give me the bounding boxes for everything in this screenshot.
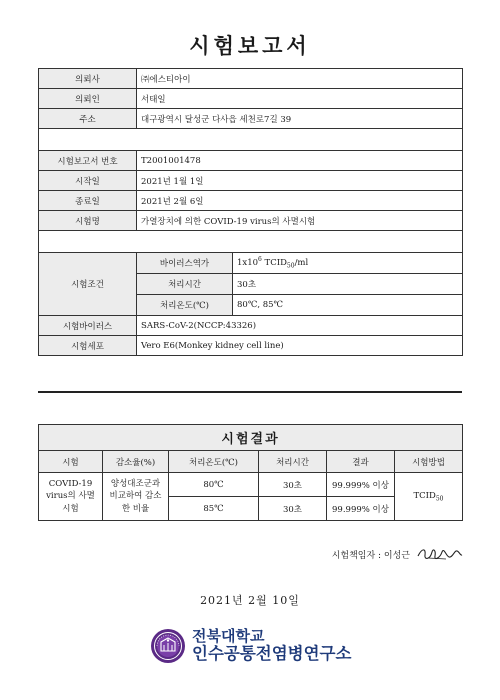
row-requester	[39, 89, 463, 109]
row-test-name	[39, 211, 463, 231]
end-value: 2021년 2월 6일	[137, 191, 463, 211]
titer-label: 바이러스역가	[137, 253, 233, 274]
row-address	[39, 109, 463, 129]
header-time: 처리시간	[259, 451, 327, 473]
cell-value: Vero E6(Monkey kidney cell line)	[137, 336, 463, 356]
temp-label: 처리온도(℃)	[137, 295, 233, 316]
report-no-value: T2001001478	[137, 151, 463, 171]
institution-line1: 전북대학교	[192, 627, 265, 645]
spacer-row	[39, 231, 463, 253]
requester-value: 서태일	[137, 89, 463, 109]
row-end	[39, 191, 463, 211]
start-value: 2021년 1월 1일	[137, 171, 463, 191]
institution-block	[150, 628, 351, 664]
signature-label: 시험책임자 : 이성근	[331, 550, 410, 561]
method-cell: $TCID_{50}$	[395, 473, 463, 521]
report-no-label: 시험보고서 번호	[39, 151, 137, 171]
address-label: 주소	[39, 109, 137, 129]
end-label: 종료일	[39, 191, 137, 211]
temp-value: 80℃, 85℃	[233, 295, 463, 316]
test-name-value: 가열장치에 의한 COVID-19 virus의 사멸시험	[137, 211, 463, 231]
row2-temp: 85℃	[169, 497, 259, 521]
conditions-label: 시험조건	[39, 253, 137, 316]
table-row	[39, 473, 463, 497]
header-test: 시험	[39, 451, 103, 473]
test-cell: COVID-19 virus의 사멸시험	[39, 473, 103, 521]
issue-date: 2021년 2월 10일	[200, 594, 300, 607]
time-value: 30초	[233, 274, 463, 295]
header-method: 시험방법	[395, 451, 463, 473]
row-cell	[39, 336, 463, 356]
row1-result: 99.999% 이상	[327, 473, 395, 497]
spacer-row	[39, 129, 463, 151]
row1-time: 30초	[259, 473, 327, 497]
cell-label: 시험세포	[39, 336, 137, 356]
signature-line	[332, 544, 464, 564]
address-value: 대구광역시 달성군 다사읍 세천로7길 39	[137, 109, 463, 129]
report-title: 시험보고서	[189, 33, 311, 58]
virus-value: SARS-CoV-2(NCCP:43326)	[137, 316, 463, 336]
university-seal-icon	[150, 628, 186, 664]
titer-value: $1x10^6$ $TCID_{50}/ml$	[233, 253, 463, 274]
virus-label: 시험바이러스	[39, 316, 137, 336]
row-report-no	[39, 151, 463, 171]
requester-label: 의뢰인	[39, 89, 137, 109]
test-name-label: 시험명	[39, 211, 137, 231]
time-label: 처리시간	[137, 274, 233, 295]
row2-time: 30초	[259, 497, 327, 521]
row-virus	[39, 316, 463, 336]
header-reduction: 감소율(%)	[103, 451, 169, 473]
start-label: 시작일	[39, 171, 137, 191]
info-table	[38, 68, 463, 356]
results-title: 시험결과	[39, 425, 463, 451]
client-label: 의뢰사	[39, 69, 137, 89]
institution-line2: 인수공통전염병연구소	[192, 644, 352, 664]
row-start	[39, 171, 463, 191]
row2-result: 99.999% 이상	[327, 497, 395, 521]
header-temp: 처리온도(℃)	[169, 451, 259, 473]
row1-temp: 80℃	[169, 473, 259, 497]
header-result: 결과	[327, 451, 395, 473]
reduction-cell: 양성대조군과 비교하여 감소한 비율	[103, 473, 169, 521]
client-value: ㈜에스티아이	[137, 69, 463, 89]
row-client	[39, 69, 463, 89]
results-table	[38, 424, 463, 521]
results-header-row	[39, 451, 463, 473]
results-title-row	[39, 425, 463, 451]
section-divider	[38, 391, 462, 393]
institution-name	[192, 628, 351, 664]
signature-scribble-icon	[416, 544, 464, 564]
row-titer	[39, 253, 463, 274]
